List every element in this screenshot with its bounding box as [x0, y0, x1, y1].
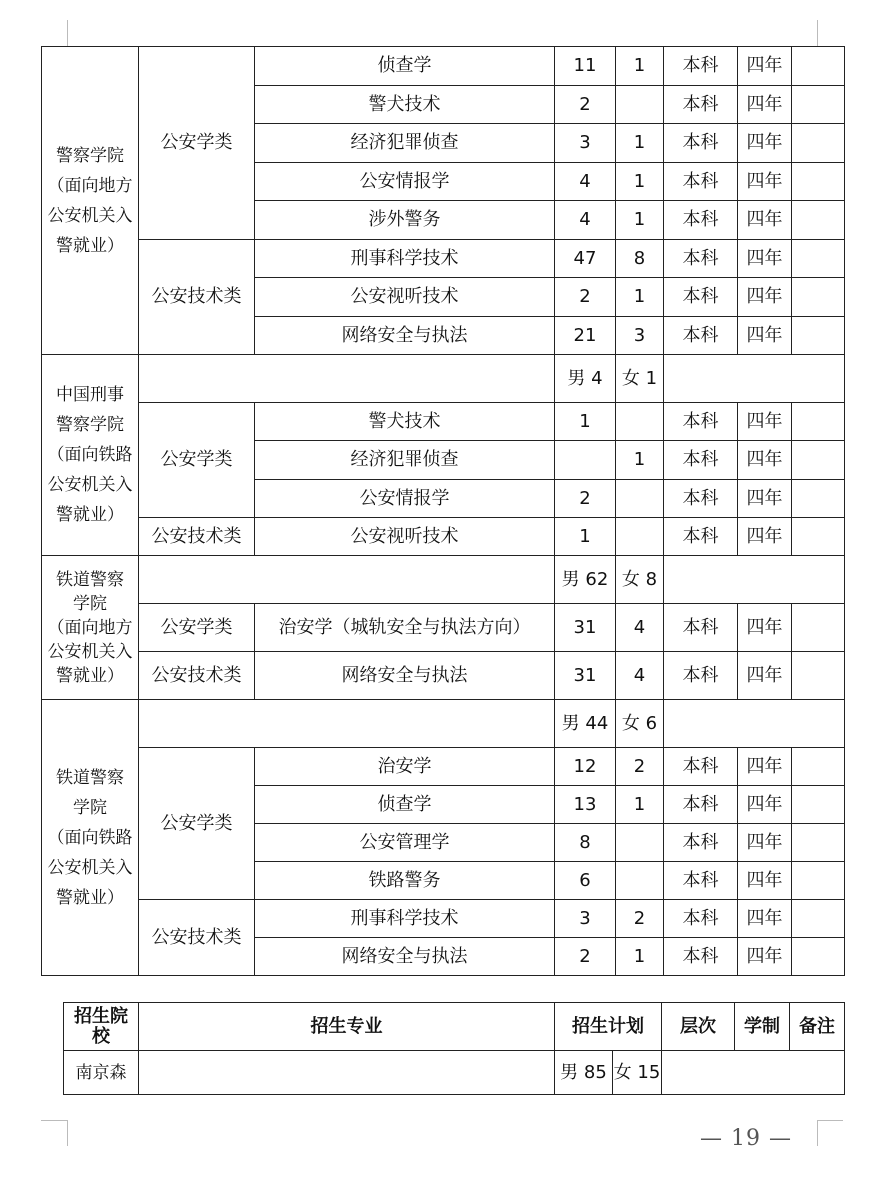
male-total-cell: 男 85 [555, 1051, 613, 1095]
table-row [42, 652, 845, 700]
duration-cell: 四年 [738, 786, 792, 824]
remarks-cell [792, 748, 845, 786]
female-count-cell [616, 824, 664, 862]
header-duration: 学制 [735, 1003, 790, 1051]
level-cell: 本科 [664, 403, 738, 441]
remarks-cell [792, 201, 845, 240]
remarks-cell [792, 480, 845, 518]
major-cell: 公安情报学 [255, 163, 555, 201]
header-school: 招生院 校 [64, 1003, 139, 1051]
duration-cell: 四年 [738, 862, 792, 900]
category-cell: 公安技术类 [139, 652, 255, 700]
section-summary-row [42, 700, 845, 748]
empty-cell [662, 1051, 845, 1095]
duration-cell: 四年 [738, 938, 792, 976]
remarks-cell [792, 518, 845, 556]
major-cell: 铁路警务 [255, 862, 555, 900]
male-count-cell: 31 [555, 652, 616, 700]
female-count-cell: 1 [616, 163, 664, 201]
duration-cell: 四年 [738, 652, 792, 700]
male-count-cell: 31 [555, 604, 616, 652]
duration-cell: 四年 [738, 604, 792, 652]
table-row [42, 518, 845, 556]
male-count-cell: 4 [555, 163, 616, 201]
school-cell: 铁道警察 学院 （面向地方 公安机关入 警就业） [42, 556, 139, 700]
duration-cell: 四年 [738, 240, 792, 278]
level-cell: 本科 [664, 163, 738, 201]
major-cell: 刑事科学技术 [255, 240, 555, 278]
table-row [42, 748, 845, 786]
duration-cell: 四年 [738, 480, 792, 518]
duration-cell: 四年 [738, 403, 792, 441]
duration-cell: 四年 [738, 124, 792, 163]
male-count-cell: 1 [555, 518, 616, 556]
level-cell: 本科 [664, 201, 738, 240]
remarks-cell [792, 441, 845, 480]
female-count-cell: 2 [616, 748, 664, 786]
male-total-cell: 男 62 [555, 556, 616, 604]
level-cell: 本科 [664, 652, 738, 700]
duration-cell: 四年 [738, 86, 792, 124]
duration-cell: 四年 [738, 201, 792, 240]
major-cell: 刑事科学技术 [255, 900, 555, 938]
duration-cell: 四年 [738, 317, 792, 355]
category-cell: 公安技术类 [139, 900, 255, 976]
table-row [42, 47, 845, 86]
table-row [42, 240, 845, 278]
crop-mark-bottom-right-h [817, 1120, 843, 1121]
major-cell: 公安情报学 [255, 480, 555, 518]
female-total-cell: 女 8 [616, 556, 664, 604]
school-cell: 南京森 [64, 1051, 139, 1095]
major-cell: 公安视听技术 [255, 518, 555, 556]
page-number: — 19 — [700, 1126, 792, 1151]
level-cell: 本科 [664, 604, 738, 652]
male-total-cell: 男 44 [555, 700, 616, 748]
remarks-cell [792, 652, 845, 700]
crop-mark-bottom-right-v [817, 1120, 818, 1146]
major-cell: 网络安全与执法 [255, 317, 555, 355]
table-header-row [64, 1003, 845, 1051]
male-count-cell: 3 [555, 900, 616, 938]
major-cell: 公安视听技术 [255, 278, 555, 317]
category-cell: 公安学类 [139, 47, 255, 240]
crop-mark-top-left-v [67, 20, 68, 46]
empty-cell [664, 700, 845, 748]
male-count-cell: 2 [555, 86, 616, 124]
remarks-cell [792, 900, 845, 938]
duration-cell: 四年 [738, 518, 792, 556]
female-total-cell: 女 6 [616, 700, 664, 748]
level-cell: 本科 [664, 240, 738, 278]
female-count-cell: 4 [616, 652, 664, 700]
empty-cell [139, 1051, 555, 1095]
remarks-cell [792, 240, 845, 278]
empty-cell [664, 556, 845, 604]
level-cell: 本科 [664, 786, 738, 824]
duration-cell: 四年 [738, 47, 792, 86]
male-count-cell [555, 441, 616, 480]
remarks-cell [792, 786, 845, 824]
remarks-cell [792, 124, 845, 163]
female-total-cell: 女 15 [613, 1051, 662, 1095]
male-count-cell: 47 [555, 240, 616, 278]
level-cell: 本科 [664, 317, 738, 355]
duration-cell: 四年 [738, 441, 792, 480]
level-cell: 本科 [664, 480, 738, 518]
empty-cell [139, 355, 555, 403]
female-count-cell: 1 [616, 278, 664, 317]
male-count-cell: 2 [555, 938, 616, 976]
remarks-cell [792, 403, 845, 441]
duration-cell: 四年 [738, 900, 792, 938]
empty-cell [139, 556, 555, 604]
category-cell: 公安技术类 [139, 518, 255, 556]
remarks-cell [792, 86, 845, 124]
category-cell: 公安学类 [139, 604, 255, 652]
crop-mark-top-right-v [817, 20, 818, 46]
male-count-cell: 2 [555, 278, 616, 317]
admissions-table [41, 46, 845, 976]
male-total-cell: 男 4 [555, 355, 616, 403]
level-cell: 本科 [664, 518, 738, 556]
header-major: 招生专业 [139, 1003, 555, 1051]
female-count-cell: 1 [616, 201, 664, 240]
male-count-cell: 4 [555, 201, 616, 240]
level-cell: 本科 [664, 862, 738, 900]
remarks-cell [792, 47, 845, 86]
duration-cell: 四年 [738, 163, 792, 201]
male-count-cell: 11 [555, 47, 616, 86]
remarks-cell [792, 824, 845, 862]
male-count-cell: 21 [555, 317, 616, 355]
male-count-cell: 1 [555, 403, 616, 441]
female-count-cell: 2 [616, 900, 664, 938]
male-count-cell: 6 [555, 862, 616, 900]
major-cell: 网络安全与执法 [255, 938, 555, 976]
category-cell: 公安学类 [139, 748, 255, 900]
female-count-cell: 1 [616, 441, 664, 480]
section-summary-row [42, 355, 845, 403]
female-total-cell: 女 1 [616, 355, 664, 403]
remarks-cell [792, 938, 845, 976]
major-cell: 警犬技术 [255, 86, 555, 124]
table-row [42, 403, 845, 441]
male-count-cell: 13 [555, 786, 616, 824]
remarks-cell [792, 278, 845, 317]
female-count-cell: 4 [616, 604, 664, 652]
level-cell: 本科 [664, 124, 738, 163]
level-cell: 本科 [664, 86, 738, 124]
female-count-cell [616, 403, 664, 441]
school-cell: 中国刑事 警察学院 （面向铁路 公安机关入 警就业） [42, 355, 139, 556]
header-level: 层次 [662, 1003, 735, 1051]
level-cell: 本科 [664, 748, 738, 786]
category-cell: 公安技术类 [139, 240, 255, 355]
header-remarks: 备注 [790, 1003, 845, 1051]
crop-mark-bottom-left-v [67, 1120, 68, 1146]
duration-cell: 四年 [738, 278, 792, 317]
major-cell: 治安学 [255, 748, 555, 786]
female-count-cell: 1 [616, 938, 664, 976]
major-cell: 经济犯罪侦查 [255, 124, 555, 163]
header-plan: 招生计划 [555, 1003, 662, 1051]
admissions-table-continued [63, 1002, 845, 1095]
female-count-cell: 8 [616, 240, 664, 278]
section-summary-row [42, 556, 845, 604]
remarks-cell [792, 163, 845, 201]
female-count-cell [616, 862, 664, 900]
empty-cell [664, 355, 845, 403]
female-count-cell [616, 86, 664, 124]
crop-mark-bottom-left-h [41, 1120, 67, 1121]
male-count-cell: 3 [555, 124, 616, 163]
level-cell: 本科 [664, 441, 738, 480]
level-cell: 本科 [664, 824, 738, 862]
female-count-cell [616, 518, 664, 556]
level-cell: 本科 [664, 938, 738, 976]
remarks-cell [792, 604, 845, 652]
empty-cell [139, 700, 555, 748]
level-cell: 本科 [664, 278, 738, 317]
female-count-cell: 3 [616, 317, 664, 355]
male-count-cell: 2 [555, 480, 616, 518]
major-cell: 治安学（城轨安全与执法方向） [255, 604, 555, 652]
remarks-cell [792, 317, 845, 355]
male-count-cell: 8 [555, 824, 616, 862]
level-cell: 本科 [664, 47, 738, 86]
male-count-cell: 12 [555, 748, 616, 786]
female-count-cell: 1 [616, 124, 664, 163]
major-cell: 涉外警务 [255, 201, 555, 240]
duration-cell: 四年 [738, 824, 792, 862]
female-count-cell: 1 [616, 786, 664, 824]
major-cell: 警犬技术 [255, 403, 555, 441]
school-cell: 警察学院 （面向地方 公安机关入 警就业） [42, 47, 139, 355]
table-row [42, 900, 845, 938]
major-cell: 经济犯罪侦查 [255, 441, 555, 480]
duration-cell: 四年 [738, 748, 792, 786]
table-row [42, 604, 845, 652]
major-cell: 公安管理学 [255, 824, 555, 862]
major-cell: 侦查学 [255, 786, 555, 824]
major-cell: 网络安全与执法 [255, 652, 555, 700]
remarks-cell [792, 862, 845, 900]
school-cell: 铁道警察 学院 （面向铁路 公安机关入 警就业） [42, 700, 139, 976]
level-cell: 本科 [664, 900, 738, 938]
major-cell: 侦查学 [255, 47, 555, 86]
female-count-cell [616, 480, 664, 518]
female-count-cell: 1 [616, 47, 664, 86]
category-cell: 公安学类 [139, 403, 255, 518]
section-summary-row [64, 1051, 845, 1095]
